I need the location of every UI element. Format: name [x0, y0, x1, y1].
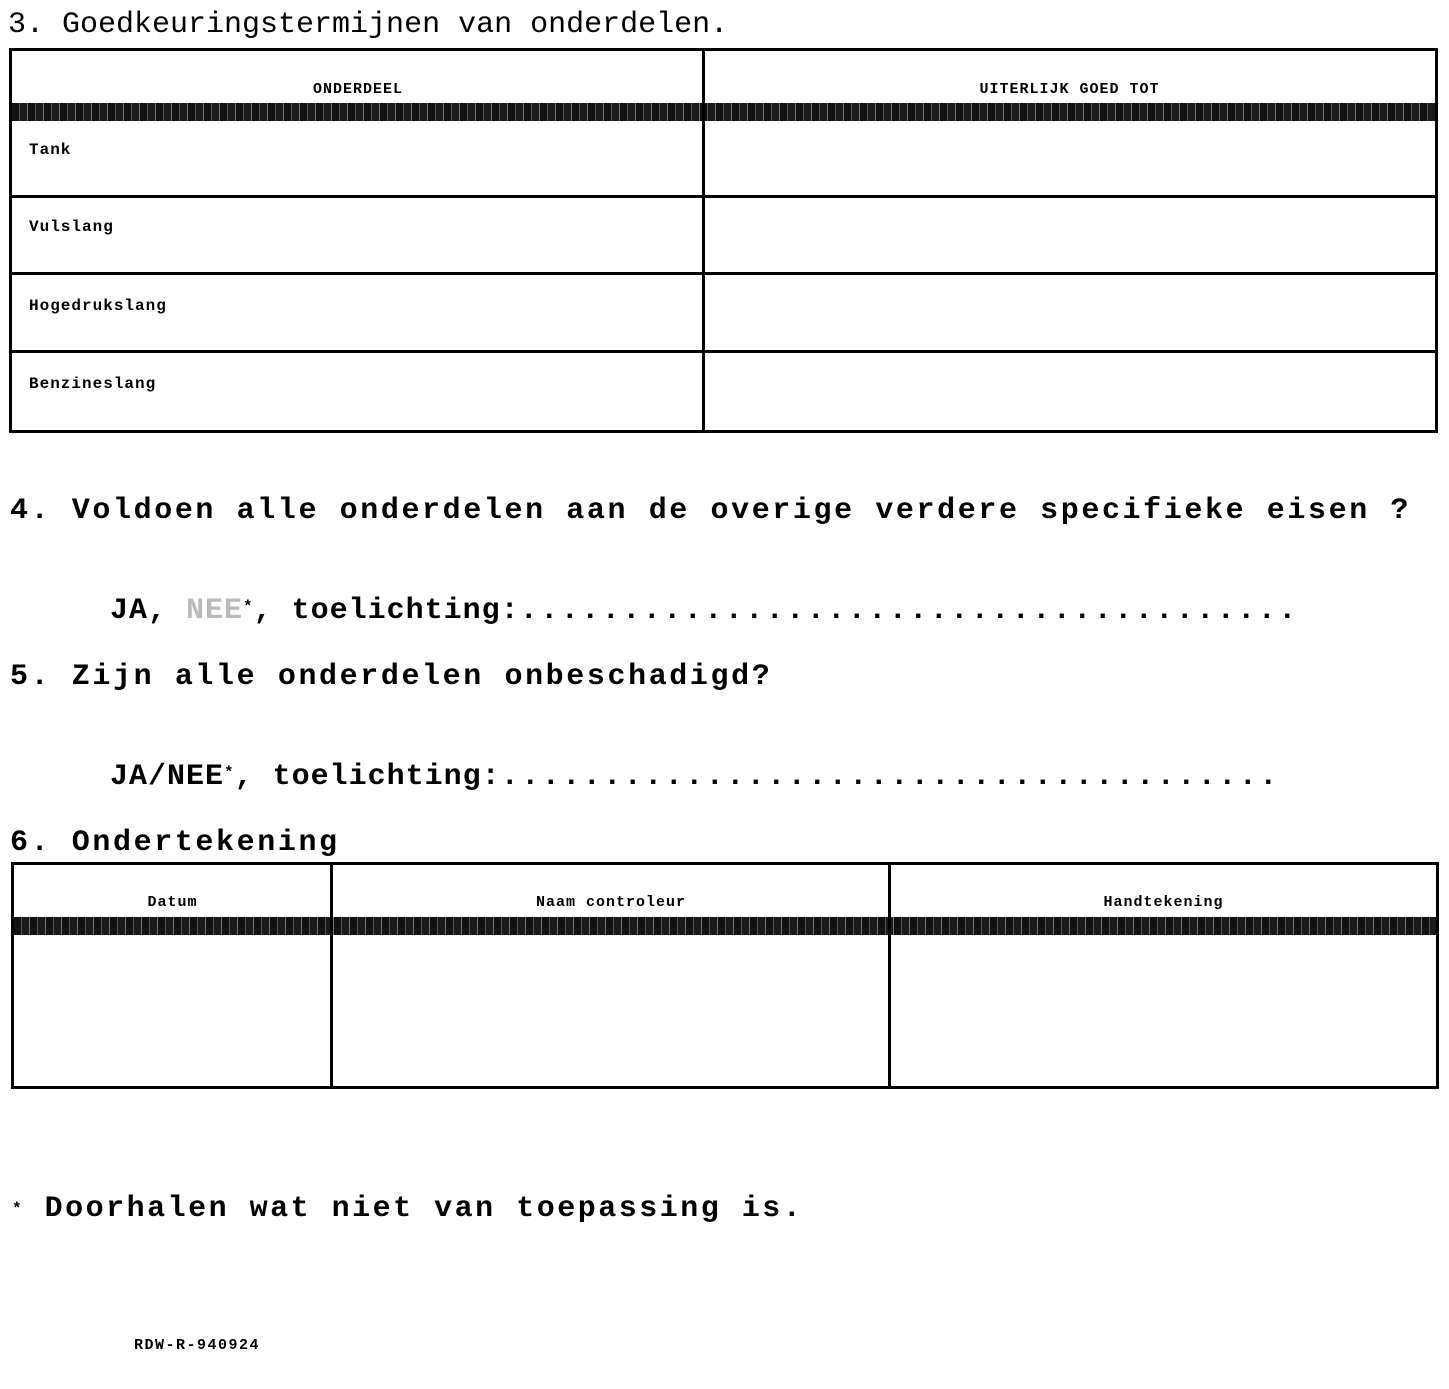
section-5-question: 5. Zijn alle onderdelen onbeschadigd? [10, 660, 773, 694]
row-label-vulslang: Vulslang [29, 218, 114, 236]
column-header-naam-controleur: Naam controleur [535, 894, 687, 911]
toelichting-label: , toelichting: [234, 760, 501, 794]
footnote [12, 1192, 803, 1226]
toelichting-field[interactable]: ...................................... [500, 760, 1280, 794]
handtekening-field[interactable] [891, 935, 1436, 1086]
section-4-answer [110, 594, 1299, 628]
answer-ja[interactable]: JA, [110, 594, 187, 628]
answer-nee[interactable]: NEE [186, 594, 244, 628]
components-table [9, 48, 1438, 433]
section-4-question: 4. Voldoen alle onderdelen aan de overige verdere specifieke eisen ? [10, 494, 1411, 528]
column-header-datum: Datum [147, 894, 198, 911]
column-header-onderdeel: ONDERDEEL [312, 81, 403, 98]
date-field-tank[interactable] [705, 121, 1435, 195]
date-field-vulslang[interactable] [705, 198, 1435, 272]
signature-table [11, 862, 1439, 1089]
answer-ja-nee[interactable]: JA/NEE [110, 760, 225, 794]
datum-field[interactable] [14, 935, 330, 1086]
section-3-title: 3. Goedkeuringstermijnen van onderdelen. [8, 8, 729, 42]
column-header-handtekening: Handtekening [1103, 894, 1224, 911]
naam-controleur-field[interactable] [333, 935, 888, 1086]
footnote-text: Doorhalen wat niet van toepassing is. [44, 1192, 804, 1226]
date-field-benzineslang[interactable] [705, 353, 1435, 430]
header-shading [12, 103, 1435, 121]
header-shading [14, 917, 1436, 935]
row-label-hogedrukslang: Hogedrukslang [29, 297, 167, 315]
toelichting-label: , toelichting: [253, 594, 520, 628]
footnote-asterisk: * [12, 1200, 25, 1218]
asterisk-mark: * [243, 598, 254, 616]
section-6-title: 6. Ondertekening [10, 826, 340, 860]
row-label-benzineslang: Benzineslang [29, 375, 157, 393]
row-label-tank: Tank [29, 141, 72, 159]
document-reference: RDW-R-940924 [134, 1337, 261, 1354]
date-field-hogedrukslang[interactable] [705, 275, 1435, 350]
asterisk-mark: * [224, 764, 235, 782]
section-5-answer [110, 760, 1280, 794]
column-header-uiterlijk-goed-tot: UITERLIJK GOED TOT [979, 81, 1160, 98]
toelichting-field[interactable]: ...................................... [519, 594, 1299, 628]
